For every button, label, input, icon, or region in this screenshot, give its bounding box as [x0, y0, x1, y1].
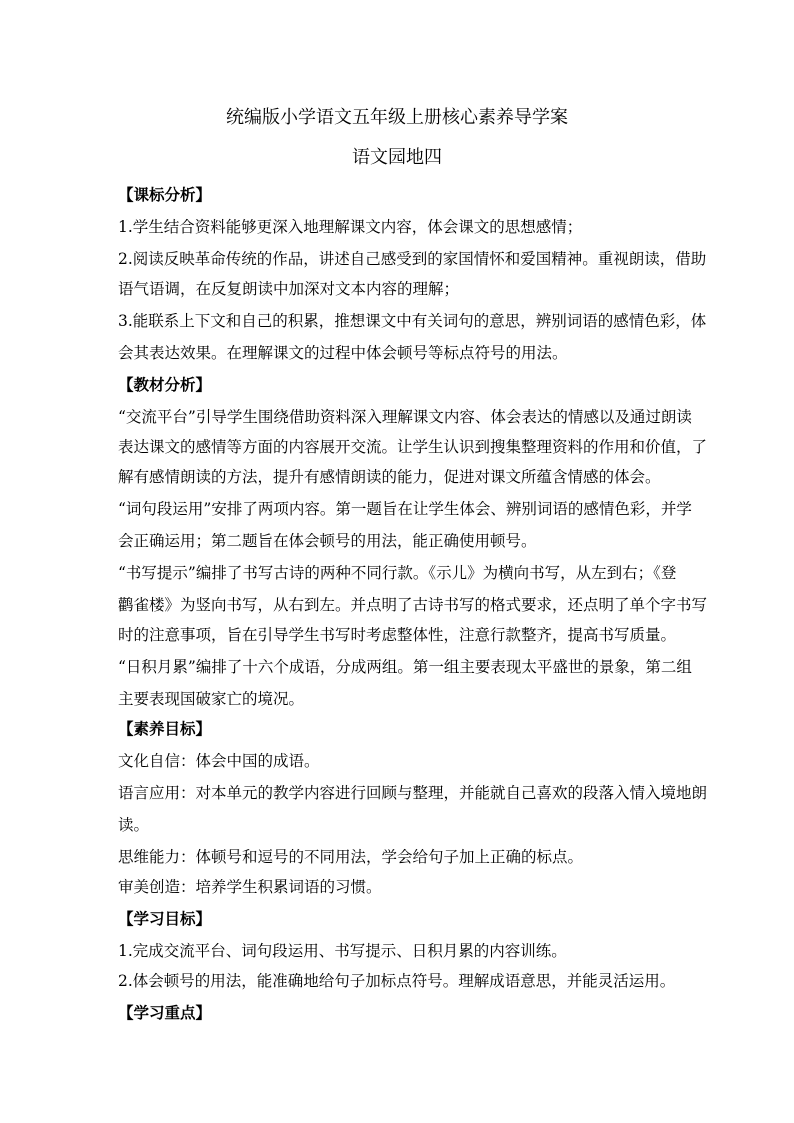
section-heading: 【学习重点】	[118, 1003, 212, 1022]
body-text-line: 表达课文的感情等方面的内容展开交流。让学生认识到搜集整理资料的作用和价值，了	[118, 438, 708, 456]
section-heading: 【学习目标】	[118, 909, 212, 928]
body-text-line: 语气语调，在反复朗读中加深对文本内容的理解；	[118, 280, 460, 298]
body-text-line: 时的注意事项，旨在引导学生书写时考虑整体性，注意行款整齐，提高书写质量。	[118, 626, 677, 644]
body-text-line: 1.完成交流平台、词句段运用、书写提示、日积月累的内容训练。	[118, 942, 567, 960]
body-text-line: “日积月累”编排了十六个成语，分成两组。第一组主要表现太平盛世的景象，第二组	[118, 658, 692, 676]
body-text-line: 会正确运用；第二题旨在体会顿号的用法，能正确使用顿号。	[118, 532, 537, 550]
body-text-line: 读。	[118, 816, 150, 834]
body-text-line: 鹳雀楼》为竖向书写，从右到左。并点明了古诗书写的格式要求，还点明了单个字书写	[118, 596, 708, 614]
body-text-line: 文化自信：体会中国的成语。	[118, 752, 320, 770]
document-subtitle: 语文园地四	[352, 147, 442, 168]
body-text-line: 3.能联系上下文和自己的积累，推想课文中有关词句的意思，辨别词语的感情色彩，体	[118, 312, 707, 330]
body-text-line: “交流平台”引导学生围绕借助资料深入理解课文内容、体会表达的情感以及通过朗读	[118, 408, 692, 426]
body-text-line: 审美创造：培养学生积累词语的习惯。	[118, 878, 382, 896]
body-text-line: 主要表现国破家亡的境况。	[118, 690, 305, 708]
body-text-line: 2.阅读反映革命传统的作品，讲述自己感受到的家国情怀和爱国精神。重视朗读，借助	[118, 250, 707, 268]
body-text-line: 2.体会顿号的用法，能准确地给句子加标点符号。理解成语意思，并能灵活运用。	[118, 972, 676, 990]
body-text-line: 语言应用：对本单元的教学内容进行回顾与整理，并能就自己喜欢的段落入情入境地朗	[118, 784, 708, 802]
body-text-line: “词句段运用”安排了两项内容。第一题旨在让学生体会、辨别词语的感情色彩，并学	[118, 500, 692, 518]
body-text-line: 1.学生结合资料能够更深入地理解课文内容，体会课文的思想感情；	[118, 218, 583, 236]
body-text-line: 解有感情朗读的方法，提升有感情朗读的能力，促进对课文所蕴含情感的体会。	[118, 468, 661, 486]
body-text-line: 会其表达效果。在理解课文的过程中体会顿号等标点符号的用法。	[118, 344, 568, 362]
body-text-line: “书写提示”编排了书写古诗的两种不同行款。《示儿》为横向书写，从左到右；《登	[118, 564, 677, 582]
document-title: 统编版小学语文五年级上册核心素养导学案	[226, 107, 568, 128]
section-heading: 【课标分析】	[118, 185, 212, 204]
section-heading: 【素养目标】	[118, 719, 212, 738]
section-heading: 【教材分析】	[118, 375, 212, 394]
body-text-line: 思维能力：体顿号和逗号的不同用法，学会给句子加上正确的标点。	[118, 848, 584, 866]
